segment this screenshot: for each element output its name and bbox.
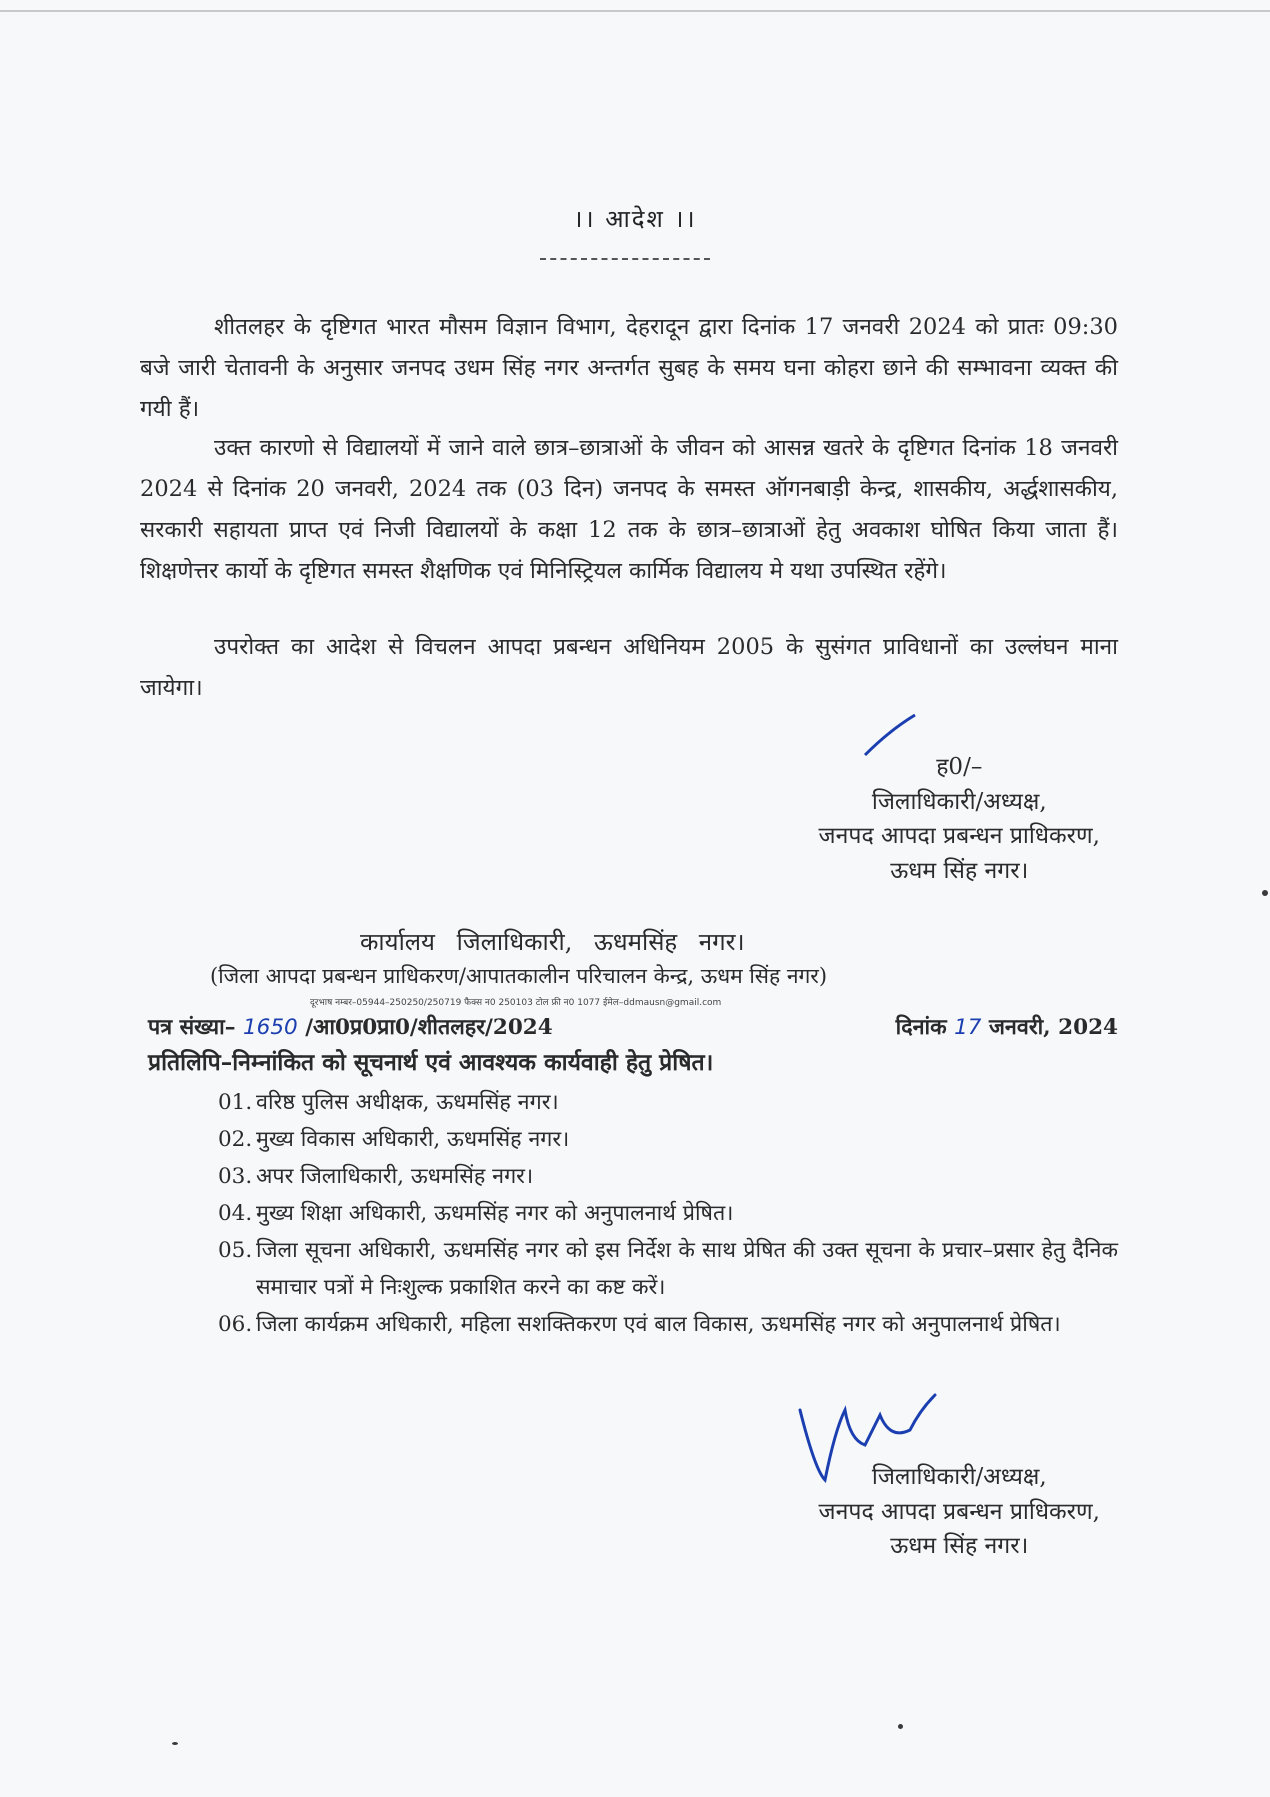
list-item-text: जिला सूचना अधिकारी, ऊधमसिंह नगर को इस निर्देश के साथ प्रेषित की उक्त सूचना के प्रचार–प्रसार हेतु दैनिक समाचार पत्रों मे निःशुल्क प्रकाशित करने का कष्ट करें।: [256, 1237, 1118, 1300]
authority: जनपद आपदा प्रबन्धन प्राधिकरण,: [818, 1498, 1100, 1525]
list-item-text: अपर जिलाधिकारी, ऊधमसिंह नगर।: [256, 1163, 534, 1189]
scan-edge: [0, 10, 1270, 12]
recipient-list: [218, 1085, 1118, 1344]
office-title: कार्यालय जिलाधिकारी, ऊधमसिंह नगर।: [360, 928, 745, 956]
list-item: [218, 1159, 1118, 1196]
signature-block-1: [819, 750, 1100, 888]
letter-date-handwritten: 17: [954, 1015, 982, 1040]
district: ऊधम सिंह नगर।: [890, 1533, 1029, 1559]
list-item-text: मुख्य विकास अधिकारी, ऊधमसिंह नगर।: [256, 1126, 570, 1152]
scan-speck: [1262, 890, 1268, 896]
list-item: [218, 1085, 1118, 1122]
paragraph-1: शीतलहर के दृष्टिगत भारत मौसम विज्ञान विभाग, देहरादून द्वारा दिनांक 17 जनवरी 2024 को प्रातः 09:30 बजे जारी चेतावनी के अनुसार जनपद उधम सिंह नगर अन्तर्गत सुबह के समय घना कोहरा छाने की सम्भावना व्यक्त की गयी हैं।: [140, 314, 1118, 422]
signed-mark: ह0/–: [936, 754, 983, 780]
list-item: [218, 1196, 1118, 1233]
list-item-number: 05.: [218, 1237, 253, 1263]
letter-date-suffix: जनवरी, 2024: [988, 1015, 1118, 1040]
list-item-text: जिला कार्यक्रम अधिकारी, महिला सशक्तिकरण एवं बाल विकास, ऊधमसिंह नगर को अनुपालनार्थ प्रेषित।: [256, 1311, 1061, 1337]
list-item: [218, 1122, 1118, 1159]
authority: जनपद आपदा प्रबन्धन प्राधिकरण,: [818, 823, 1100, 849]
list-item-number: 03.: [218, 1163, 253, 1189]
scan-speck: [172, 1742, 178, 1745]
designation: जिलाधिकारी/अध्यक्ष,: [871, 1464, 1047, 1490]
copy-to-line: प्रतिलिपि–निम्नांकित को सूचनार्थ एवं आवश्यक कार्यवाही हेतु प्रेषित।: [148, 1049, 714, 1076]
letter-number: [148, 1012, 553, 1041]
heading-underline: [540, 258, 710, 260]
list-item-number: 06.: [218, 1311, 253, 1337]
letter-number-prefix: पत्र संख्या–: [148, 1015, 236, 1040]
list-item: [218, 1307, 1118, 1344]
paragraph-2: उक्त कारणो से विद्यालयों में जाने वाले छात्र–छात्राओं के जीवन को आसन्न खतरे के दृष्टिगत दिनांक 18 जनवरी 2024 से दिनांक 20 जनवरी, 2024 तक (03 दिन) जनपद के समस्त ऑगनबाड़ी केन्द्र, शासकीय, अर्द्धशासकीय, सरकारी सहायता प्राप्त एवं निजी विद्यालयों के कक्षा 12 तक के छात्र–छात्राओं हेतु अवकाश घोषित किया जाता हैं। शिक्षणेत्तर कार्यो के दृष्टिगत समस्त शैक्षणिक एवं मिनिस्ट्रियल कार्मिक विद्यालय मे यथा उपस्थित रहेंगे।: [140, 435, 1118, 584]
list-item: [218, 1233, 1118, 1307]
list-item-number: 04.: [218, 1200, 253, 1226]
list-item-number: 02.: [218, 1126, 253, 1152]
letter-date: [896, 1012, 1118, 1041]
signature-block-2: [819, 1460, 1100, 1564]
office-contact: दूरभाष नम्बर–05944–250250/250719 फैक्स न0 250103 टोल फ्री न0 1077 ईमेल–ddmausn@gmail.com: [310, 998, 722, 1008]
list-item-text: वरिष्ठ पुलिस अधीक्षक, ऊधमसिंह नगर।: [256, 1090, 559, 1115]
order-heading: ।। आदेश ।।: [573, 205, 697, 233]
district: ऊधम सिंह नगर।: [890, 857, 1029, 884]
office-subtitle: (जिला आपदा प्रबन्धन प्राधिकरण/आपातकालीन परिचालन केन्द्र, ऊधम सिंह नगर): [210, 964, 828, 988]
letter-number-handwritten: 1650: [242, 1015, 298, 1040]
paragraph-3: उपरोक्त का आदेश से विचलन आपदा प्रबन्धन अधिनियम 2005 के सुसंगत प्राविधानों का उल्लंघन माना जायेगा।: [140, 634, 1118, 701]
list-item-number: 01.: [218, 1090, 253, 1115]
designation: जिलाधिकारी/अध्यक्ष,: [871, 788, 1047, 815]
letter-number-suffix: /आ0प्र0प्रा0/शीतलहर/2024: [305, 1015, 553, 1040]
letter-date-prefix: दिनांक: [895, 1015, 947, 1040]
list-item-text: मुख्य शिक्षा अधिकारी, ऊधमसिंह नगर को अनुपालनार्थ प्रेषित।: [256, 1200, 734, 1226]
scan-speck: [898, 1724, 903, 1729]
